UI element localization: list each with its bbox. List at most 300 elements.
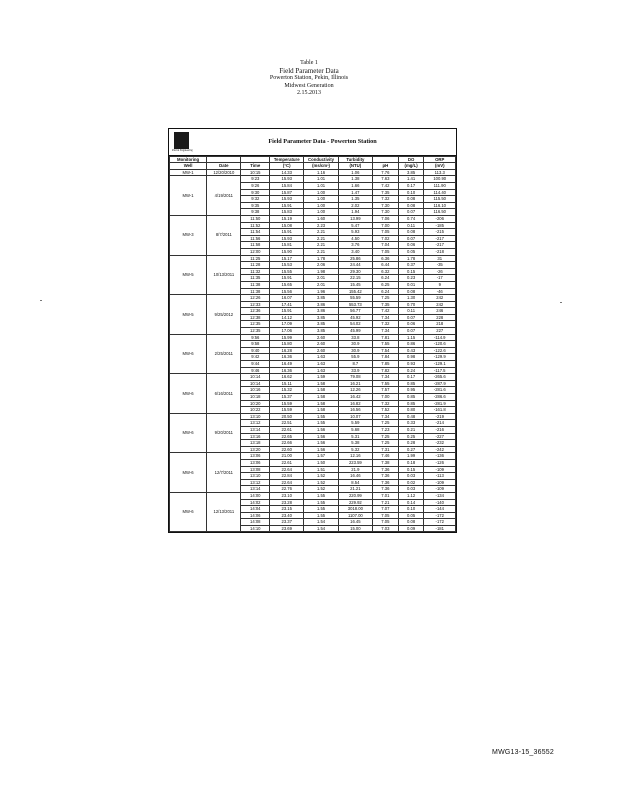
cell-cond: 1.52: [304, 479, 338, 486]
cell-well: MW-6: [170, 334, 207, 374]
cell-ph: 6.25: [373, 281, 399, 288]
cell-ph: 7.01: [373, 492, 399, 499]
cell-orp: -286.6: [424, 394, 456, 401]
cell-time: 11:38: [241, 288, 270, 295]
cell-cond: 3.85: [304, 295, 338, 302]
cell-ph: 7.06: [373, 215, 399, 222]
cell-do: 1.78: [398, 255, 424, 262]
cell-do: 0.25: [398, 433, 424, 440]
table-number: Table 1: [300, 60, 318, 66]
cell-do: 0.74: [398, 215, 424, 222]
cell-do: 0.06: [398, 242, 424, 249]
cell-turb: 155.42: [338, 288, 372, 295]
cell-time: 10:18: [241, 394, 270, 401]
cell-well: MW-1: [170, 176, 207, 216]
cell-do: 0.11: [398, 308, 424, 315]
cell-orp: 227: [424, 328, 456, 335]
table-row: [170, 169, 456, 176]
cell-orp: -185: [424, 222, 456, 229]
col-head-orp-1: ORP: [424, 157, 456, 163]
cell-cond: 1.63: [304, 361, 338, 368]
cell-cond: 1.55: [304, 499, 338, 506]
cell-turb: 13.99: [338, 215, 372, 222]
cell-do: 0.70: [398, 301, 424, 308]
cell-do: 0.03: [398, 473, 424, 480]
cell-date: 10/13/2011: [207, 255, 241, 295]
cell-turb: 8.7: [338, 361, 372, 368]
cell-ph: 7.25: [373, 420, 399, 427]
cell-temp: 23.69: [270, 525, 304, 532]
cell-temp: 16.07: [270, 295, 304, 302]
cell-ph: 7.36: [373, 466, 399, 473]
cell-orp: 9: [424, 281, 456, 288]
cell-turb: 220.99: [338, 492, 372, 499]
cell-temp: 22.84: [270, 473, 304, 480]
cell-cond: 2.21: [304, 235, 338, 242]
cell-do: 0.10: [398, 189, 424, 196]
cell-cond: 1.55: [304, 512, 338, 519]
cell-temp: 15.37: [270, 394, 304, 401]
cell-temp: 16.49: [270, 361, 304, 368]
col-head-do-1: DO: [398, 157, 424, 163]
cell-time: 13:18: [241, 440, 270, 447]
cell-turb: 33.9: [338, 367, 372, 374]
cell-turb: 56.77: [338, 308, 372, 315]
cell-turb: 10.07: [338, 413, 372, 420]
cell-cond: 3.86: [304, 308, 338, 315]
cell-cond: 1.57: [304, 453, 338, 460]
cell-time: 10:16: [241, 387, 270, 394]
cell-orp: -281.6: [424, 387, 456, 394]
cell-temp: 15.84: [270, 183, 304, 190]
cell-time: 13:06: [241, 459, 270, 466]
cell-orp: -117.5: [424, 367, 456, 374]
cell-well: MW-6: [170, 413, 207, 453]
cell-do: 0.09: [398, 525, 424, 532]
cell-cond: 2.21: [304, 248, 338, 255]
cell-ph: 7.42: [373, 308, 399, 315]
cell-cond: 1.00: [304, 196, 338, 203]
cell-temp: 15.53: [270, 262, 304, 269]
cell-orp: -172: [424, 512, 456, 519]
cell-cond: 1.54: [304, 525, 338, 532]
cell-time: 12:35: [241, 328, 270, 335]
cell-time: 12:35: [241, 321, 270, 328]
cell-ph: 7.25: [373, 440, 399, 447]
table-row: [170, 374, 456, 381]
table-row: [170, 334, 456, 341]
cell-do: 0.03: [398, 486, 424, 493]
cell-time: 11:52: [241, 222, 270, 229]
cell-ph: 7.02: [373, 235, 399, 242]
cell-orp: -17: [424, 275, 456, 282]
cell-ph: 7.55: [373, 341, 399, 348]
cell-orp: -114.9: [424, 334, 456, 341]
cell-cond: 1.55: [304, 506, 338, 513]
col-head-orp-2: (mV): [424, 163, 456, 169]
cell-time: 11:32: [241, 268, 270, 275]
cell-do: 0.37: [398, 262, 424, 269]
report-date: 2.15.2013: [297, 90, 321, 97]
cell-turb: 1.94: [338, 209, 372, 216]
cell-cond: 1.00: [304, 209, 338, 216]
cell-temp: 15.55: [270, 268, 304, 275]
cell-well: MW-5: [170, 255, 207, 295]
cell-cond: 3.86: [304, 301, 338, 308]
cell-cond: 1.56: [304, 426, 338, 433]
cell-temp: 16.28: [270, 347, 304, 354]
cell-orp: -140: [424, 499, 456, 506]
cell-temp: 15.90: [270, 248, 304, 255]
cell-orp: -129.1: [424, 361, 456, 368]
cell-orp: -215: [424, 229, 456, 236]
cell-do: 0.17: [398, 374, 424, 381]
cell-temp: 22.64: [270, 479, 304, 486]
cell-turb: 24.44: [338, 262, 372, 269]
cell-temp: 15.32: [270, 387, 304, 394]
cell-temp: 15.56: [270, 288, 304, 295]
cell-turb: 4.50: [338, 235, 372, 242]
cell-temp: 15.91: [270, 202, 304, 209]
cell-ph: 7.05: [373, 248, 399, 255]
cell-turb: 5.68: [338, 426, 372, 433]
cell-time: 14:00: [241, 492, 270, 499]
col-head-temp-2: (°C): [270, 163, 304, 169]
cell-date: 12/20/2010: [207, 169, 241, 176]
table-row: [170, 492, 456, 499]
cell-time: 14:04: [241, 506, 270, 513]
cell-cond: 1.56: [304, 440, 338, 447]
cell-ph: 7.32: [373, 400, 399, 407]
cell-temp: 15.19: [270, 215, 304, 222]
cell-turb: 5.38: [338, 440, 372, 447]
cell-orp: -136: [424, 453, 456, 460]
cell-cond: 3.85: [304, 314, 338, 321]
cell-orp: -242: [424, 446, 456, 453]
cell-cond: 3.85: [304, 328, 338, 335]
cell-orp: 114.40: [424, 189, 456, 196]
cell-do: 0.27: [398, 446, 424, 453]
cell-well: MW-5: [170, 295, 207, 335]
cell-cond: 1.55: [304, 492, 338, 499]
cell-turb: 5.32: [338, 446, 372, 453]
cell-cond: 1.01: [304, 183, 338, 190]
cell-orp: -218: [424, 248, 456, 255]
cell-turb: 5.93: [338, 229, 372, 236]
cell-temp: 15.99: [270, 334, 304, 341]
cell-do: 0.06: [398, 321, 424, 328]
table-row: [170, 413, 456, 420]
cell-orp: 116.50: [424, 209, 456, 216]
cell-time: 9:42: [241, 354, 270, 361]
cell-ph: 7.25: [373, 295, 399, 302]
cell-turb: 3.76: [338, 242, 372, 249]
col-head-ph-2: pH: [373, 163, 399, 169]
cell-time: 9:30: [241, 189, 270, 196]
cell-do: 0.05: [398, 248, 424, 255]
cell-do: 0.08: [398, 519, 424, 526]
table-row: [170, 215, 456, 222]
cell-turb: 229.92: [338, 499, 372, 506]
cell-do: 0.07: [398, 314, 424, 321]
cell-ph: 7.05: [373, 229, 399, 236]
cell-ph: 7.31: [373, 446, 399, 453]
cell-temp: 15.93: [270, 176, 304, 183]
cell-orp: -206: [424, 215, 456, 222]
cell-do: 0.08: [398, 196, 424, 203]
cell-ph: 7.00: [373, 394, 399, 401]
cell-temp: 23.15: [270, 506, 304, 513]
cell-time: 12:26: [241, 295, 270, 302]
cell-temp: 15.59: [270, 407, 304, 414]
cell-ph: 7.30: [373, 209, 399, 216]
col-head-date-2: Date: [207, 163, 241, 169]
cell-do: 0.85: [398, 400, 424, 407]
cell-orp: -109: [424, 466, 456, 473]
cell-orp: 100.90: [424, 176, 456, 183]
cell-cond: 1.96: [304, 288, 338, 295]
cell-temp: 15.83: [270, 209, 304, 216]
cell-orp: -181: [424, 525, 456, 532]
col-head-cond-1: Conductivity: [304, 157, 338, 163]
col-head-well-1: Monitoring: [170, 157, 207, 163]
cell-time: 14:08: [241, 519, 270, 526]
cell-time: 14:10: [241, 525, 270, 532]
cell-cond: 1.55: [304, 420, 338, 427]
cell-ph: 7.30: [373, 202, 399, 209]
cell-orp: -172: [424, 519, 456, 526]
cell-temp: 16.36: [270, 354, 304, 361]
cell-temp: 14.12: [270, 314, 304, 321]
col-head-temp-1: Temperature: [270, 157, 304, 163]
cell-temp: 15.91: [270, 308, 304, 315]
cell-do: 0.86: [398, 341, 424, 348]
cell-do: 0.07: [398, 209, 424, 216]
cell-well: MW-3: [170, 215, 207, 255]
cell-cond: 1.59: [304, 374, 338, 381]
document-id: MWG13-15_36552: [492, 749, 554, 756]
cell-turb: 12.16: [338, 453, 372, 460]
cell-do: 0.07: [398, 328, 424, 335]
cell-do: 0.43: [398, 347, 424, 354]
cell-ph: 7.55: [373, 380, 399, 387]
cell-date: 6/16/2011: [207, 374, 241, 414]
cell-do: 0.02: [398, 479, 424, 486]
cell-temp: 23.40: [270, 512, 304, 519]
cell-temp: 15.93: [270, 235, 304, 242]
cell-ph: 7.34: [373, 374, 399, 381]
cell-turb: 21.9: [338, 466, 372, 473]
cell-time: 13:14: [241, 426, 270, 433]
table-body: [170, 169, 456, 532]
cell-do: 1.99: [398, 453, 424, 460]
cell-time: 13:10: [241, 413, 270, 420]
cell-turb: 79.08: [338, 374, 372, 381]
cell-well: MW-6: [170, 374, 207, 414]
cell-ph: 7.23: [373, 426, 399, 433]
cell-time: 10:14: [241, 374, 270, 381]
cell-turb: 21.21: [338, 486, 372, 493]
cell-do: 0.14: [398, 499, 424, 506]
cell-turb: 55.9: [338, 354, 372, 361]
cell-turb: 22.15: [338, 275, 372, 282]
cell-do: 0.08: [398, 202, 424, 209]
cell-ph: 7.52: [373, 407, 399, 414]
cell-orp: -219: [424, 413, 456, 420]
cell-cond: 2.23: [304, 222, 338, 229]
cell-turb: 1107.00: [338, 512, 372, 519]
cell-cond: 1.78: [304, 255, 338, 262]
cell-temp: 15.17: [270, 255, 304, 262]
col-head-cond-2: (ms/cm³): [304, 163, 338, 169]
cell-do: 0.80: [398, 407, 424, 414]
cell-time: 13:08: [241, 466, 270, 473]
cell-ph: 6.32: [373, 268, 399, 275]
cell-turb: 16.42: [338, 394, 372, 401]
cell-date: 12/13/2011: [207, 492, 241, 532]
cell-turb: 8.54: [338, 479, 372, 486]
cell-do: 1.30: [398, 295, 424, 302]
cell-well: MW-6: [170, 453, 207, 493]
cell-time: 11:25: [241, 255, 270, 262]
scan-speck: [560, 302, 562, 303]
cell-cond: 2.06: [304, 262, 338, 269]
cell-well: MW-6: [170, 492, 207, 532]
cell-ph: 7.76: [373, 169, 399, 176]
table-title-bar: [169, 129, 456, 156]
cell-cond: 2.60: [304, 334, 338, 341]
cell-turb: 45.99: [338, 328, 372, 335]
cell-do: 1.41: [398, 176, 424, 183]
cell-orp: -26: [424, 268, 456, 275]
cell-temp: 15.59: [270, 400, 304, 407]
data-table: [169, 156, 456, 532]
cell-do: 0.23: [398, 275, 424, 282]
cell-temp: 16.36: [270, 367, 304, 374]
cell-date: 9/20/2011: [207, 413, 241, 453]
cell-cond: 1.58: [304, 387, 338, 394]
cell-temp: 22.65: [270, 433, 304, 440]
cell-turb: 16.45: [338, 519, 372, 526]
cell-turb: 25.86: [338, 255, 372, 262]
cell-cond: 1.58: [304, 380, 338, 387]
cell-cond: 2.60: [304, 347, 338, 354]
cell-turb: 16.21: [338, 380, 372, 387]
cell-orp: 218: [424, 321, 456, 328]
cell-orp: -217: [424, 235, 456, 242]
cell-date: 8/7/2011: [207, 215, 241, 255]
page-header: [0, 60, 618, 98]
cell-orp: -232: [424, 440, 456, 447]
cell-temp: 15.65: [270, 281, 304, 288]
cell-turb: 3.40: [338, 248, 372, 255]
scan-speck: [40, 300, 42, 301]
cell-time: 11:35: [241, 275, 270, 282]
cell-ph: 7.38: [373, 459, 399, 466]
cell-time: 12:36: [241, 308, 270, 315]
cell-orp: -35: [424, 262, 456, 269]
cell-temp: 17.09: [270, 321, 304, 328]
cell-do: 0.98: [398, 354, 424, 361]
cell-orp: 242: [424, 301, 456, 308]
cell-temp: 23.28: [270, 499, 304, 506]
cell-turb: 15.00: [338, 525, 372, 532]
cell-turb: 1.47: [338, 189, 372, 196]
cell-temp: 15.80: [270, 341, 304, 348]
cell-ph: 7.32: [373, 321, 399, 328]
cell-turb: 12.26: [338, 387, 372, 394]
cell-turb: 29.30: [338, 268, 372, 275]
cell-turb: 1.38: [338, 176, 372, 183]
cell-time: 13:10: [241, 473, 270, 480]
cell-time: 12:38: [241, 314, 270, 321]
cell-do: 0.08: [398, 288, 424, 295]
cell-time: 9:44: [241, 361, 270, 368]
cell-time: 13:12: [241, 479, 270, 486]
cell-ph: 7.00: [373, 222, 399, 229]
cell-time: 11:38: [241, 281, 270, 288]
cell-cond: 1.00: [304, 202, 338, 209]
cell-time: 11:50: [241, 215, 270, 222]
cell-temp: 15.87: [270, 189, 304, 196]
cell-cond: 1.54: [304, 519, 338, 526]
cell-ph: 6.24: [373, 275, 399, 282]
cell-cond: 2.01: [304, 275, 338, 282]
cell-temp: 20.50: [270, 413, 304, 420]
cell-time: 11:58: [241, 242, 270, 249]
cell-turb: 5.31: [338, 433, 372, 440]
cell-cond: 1.50: [304, 459, 338, 466]
table-caption: Field Parameter Data: [279, 66, 339, 75]
cell-orp: -120.6: [424, 341, 456, 348]
cell-time: 11:56: [241, 235, 270, 242]
cell-cond: 1.55: [304, 413, 338, 420]
cell-orp: -134: [424, 492, 456, 499]
cell-temp: 15.91: [270, 229, 304, 236]
cell-ph: 7.81: [373, 334, 399, 341]
cell-cond: 2.01: [304, 281, 338, 288]
cell-time: 13:12: [241, 420, 270, 427]
cell-do: 0.93: [398, 361, 424, 368]
cell-ph: 7.63: [373, 176, 399, 183]
cell-turb: 30.9: [338, 347, 372, 354]
cell-do: 0.95: [398, 387, 424, 394]
cell-ph: 6.36: [373, 255, 399, 262]
cell-do: 0.07: [398, 235, 424, 242]
cell-turb: 55.59: [338, 295, 372, 302]
cell-do: 0.17: [398, 183, 424, 190]
cell-cond: 2.21: [304, 242, 338, 249]
cell-time: 9:40: [241, 347, 270, 354]
cell-do: 0.28: [398, 440, 424, 447]
cell-cond: 1.63: [304, 354, 338, 361]
cell-orp: -161.8: [424, 407, 456, 414]
cell-temp: 22.76: [270, 486, 304, 493]
cell-time: 13:16: [241, 433, 270, 440]
cell-do: 0.85: [398, 394, 424, 401]
cell-ph: 7.05: [373, 519, 399, 526]
cell-temp: 21.00: [270, 453, 304, 460]
cell-orp: 242: [424, 295, 456, 302]
cell-turb: 1.06: [338, 169, 372, 176]
cell-turb: 1.66: [338, 183, 372, 190]
cell-time: 11:54: [241, 229, 270, 236]
col-head-turb-1: Turbidity: [338, 157, 372, 163]
cell-ph: 7.35: [373, 301, 399, 308]
cell-orp: -216: [424, 426, 456, 433]
table-row: [170, 255, 456, 262]
cell-ph: 7.05: [373, 512, 399, 519]
